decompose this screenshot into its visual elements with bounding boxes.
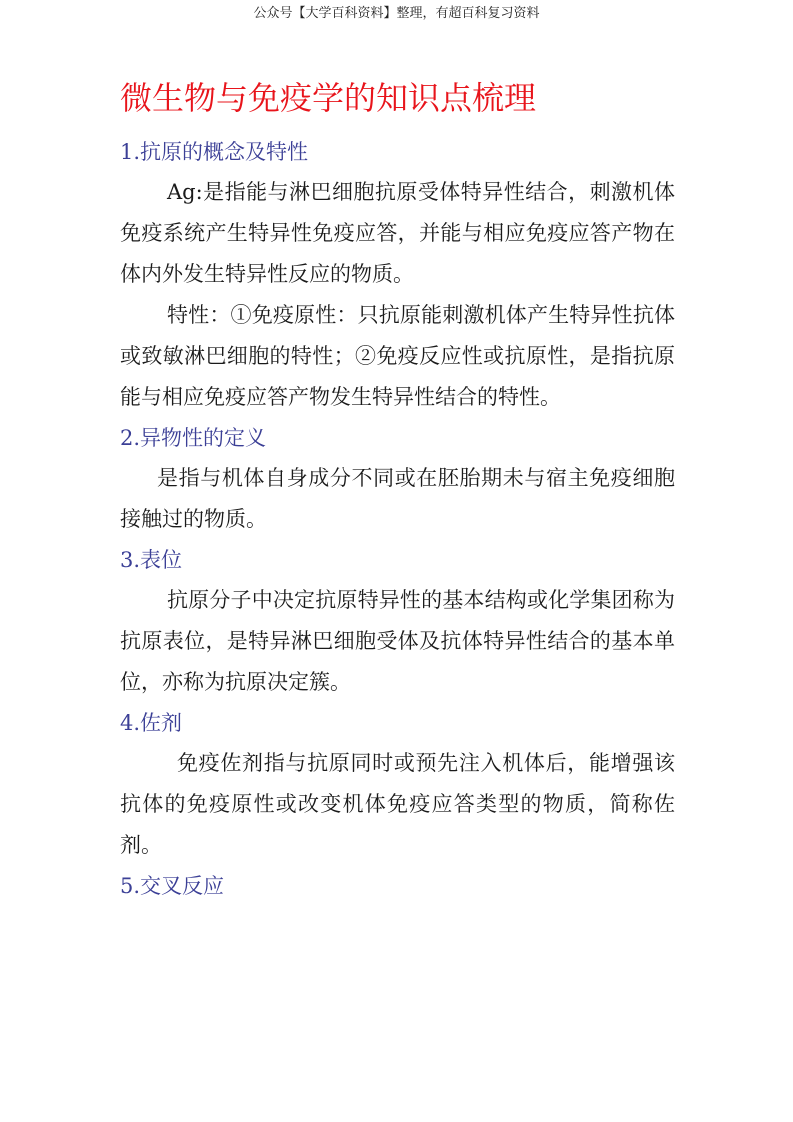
section-antigen-concept	[120, 132, 675, 418]
document-title: 微生物与免疫学的知识点梳理	[120, 79, 537, 117]
page-header-note: 公众号【大学百科资料】整理，有超百科复习资料	[253, 6, 540, 21]
paragraph: 是指与机体自身成分不同或在胚胎期未与宿主免疫细胞接触过的物质。	[120, 466, 675, 531]
section-heading: 1.抗原的概念及特性	[120, 140, 309, 164]
section-foreignness	[120, 418, 675, 540]
paragraph: 抗原分子中决定抗原特异性的基本结构或化学集团称为抗原表位，是特异淋巴细胞受体及抗体特异性结合的基本单位，亦称为抗原决定簇。	[120, 588, 675, 694]
section-adjuvant	[120, 703, 675, 866]
paragraph: 特性：①免疫原性：只抗原能刺激机体产生特异性抗体或致敏淋巴细胞的特性；②免疫反应性或抗原性，是指抗原能与相应免疫应答产物发生特异性结合的特性。	[120, 303, 675, 409]
section-heading: 4.佐剂	[120, 711, 183, 735]
section-heading: 5.交叉反应	[120, 874, 225, 898]
paragraph: 免疫佐剂指与抗原同时或预先注入机体后，能增强该抗体的免疫原性或改变机体免疫应答类型的物质，简称佐剂。	[120, 751, 675, 857]
section-epitope	[120, 540, 675, 703]
section-heading: 2.异物性的定义	[120, 426, 267, 450]
paragraph: Ag:是指能与淋巴细胞抗原受体特异性结合，刺激机体免疫系统产生特异性免疫应答，并能与相应免疫应答产物在体内外发生特异性反应的物质。	[120, 180, 675, 286]
document-body	[120, 76, 675, 906]
section-heading: 3.表位	[120, 548, 183, 572]
section-cross-reaction	[120, 866, 675, 906]
